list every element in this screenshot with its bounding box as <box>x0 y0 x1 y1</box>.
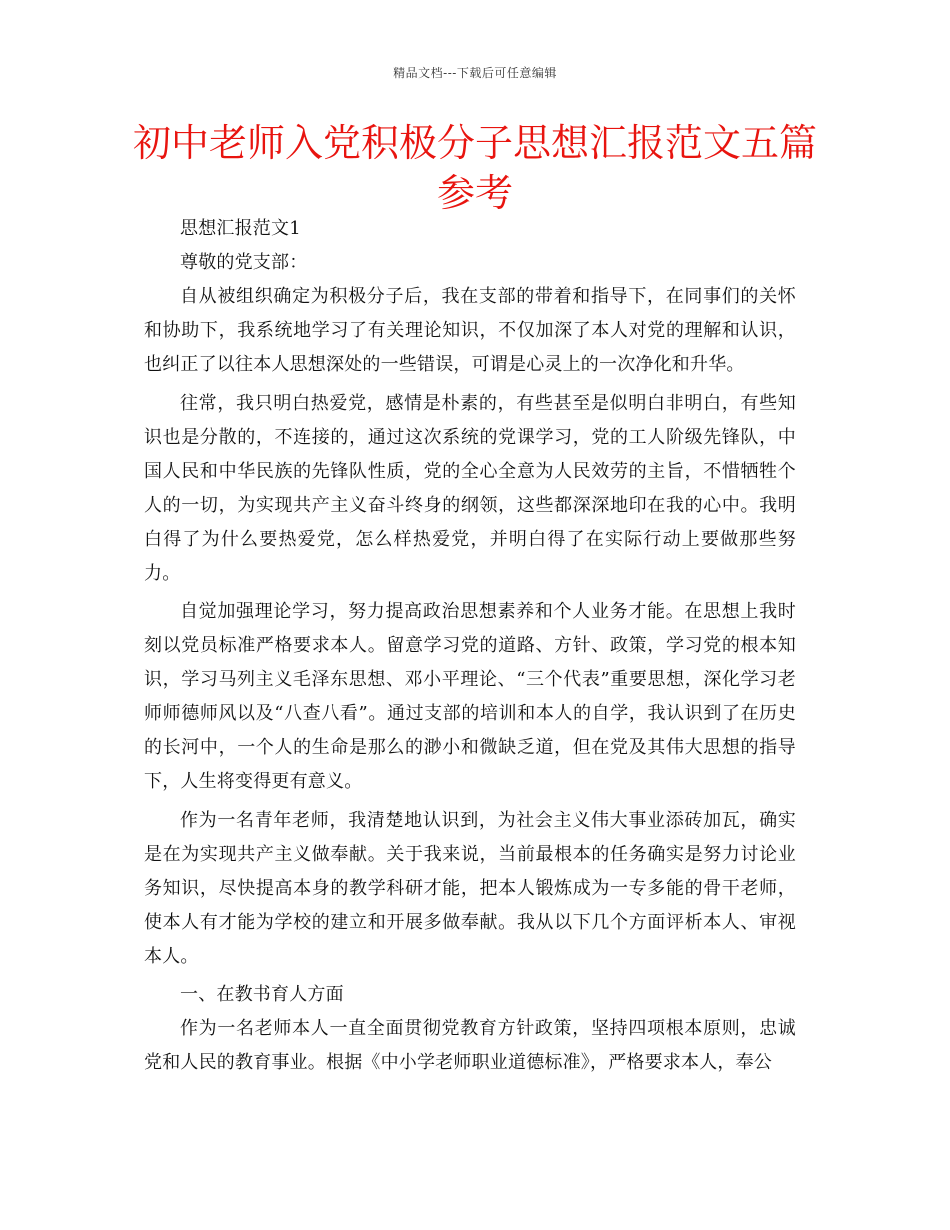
salutation: 尊敬的党支部： <box>180 252 308 273</box>
paragraph: 往常，我只明白热爱党，感情是朴素的，有些甚至是似明白非明白，有些知识也是分散的，不连接的，通过这次系统的党课学习，党的工人阶级先锋队，中国人民和中华民族的先锋队性质，党的全心全意为人民效劳的主旨，不惜牺牲个人的一切，为实现共产主义奋斗终身的纲领，这些都深深地印在我的心中。我明白得了为什么要热爱党，怎么样热爱党，并明白得了在实际行动上要做那些努力。 <box>144 392 796 584</box>
subsection-heading: 一、在教书育人方面 <box>180 984 344 1005</box>
paragraph: 作为一名青年老师，我清楚地认识到，为社会主义伟大事业添砖加瓦，确实是在为实现共产主义做奉献。关于我来说，当前最根本的任务确实是努力讨论业务知识，尽快提高本身的教学科研才能，把本人锻炼成为一专多能的骨干老师，使本人有才能为学校的建立和开展多做奉献。我从以下几个方面评析本人、审视本人。 <box>144 809 796 967</box>
paragraph: 自觉加强理论学习，努力提高政治思想素养和个人业务才能。在思想上我时刻以党员标准严格要求本人。留意学习党的道路、方针、政策，学习党的根本知识，学习马列主义毛泽东思想、邓小平理论、“三个代表”重要思想，深化学习老师师德师风以及“八查八看”。通过支部的培训和本人的自学，我认识到了在历史的长河中，一个人的生命是那么的渺小和微缺乏道，但在党及其伟大思想的指导下，人生将变得更有意义。 <box>144 601 796 792</box>
paragraph: 作为一名老师本人一直全面贯彻党教育方针政策，坚持四项根本原则，忠诚党和人民的教育事业。根据《中小学老师职业道德标准》，严格要求本人，奉公 <box>144 1018 796 1073</box>
header-note: 精品文档---下载后可任意编辑 <box>393 66 557 80</box>
section-heading: 思想汇报范文1 <box>180 218 301 239</box>
document-body <box>144 212 796 1085</box>
document-title: 初中老师入党积极分子思想汇报范文五篇参考 <box>132 121 817 215</box>
paragraph: 自从被组织确定为积极分子后，我在支部的带着和指导下，在同事们的关怀和协助下，我系统地学习了有关理论知识，不仅加深了本人对党的理解和认识，也纠正了以往本人思想深处的一些错误，可谓是心灵上的一次净化和升华。 <box>144 286 796 375</box>
